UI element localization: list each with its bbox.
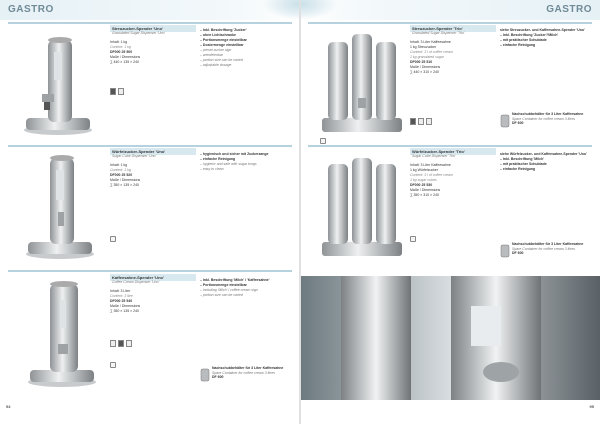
container-label: Nachschubbehälter für 3 Liter Kaffeesahne xyxy=(212,366,284,370)
feature-line: – ohne Lichtschranke xyxy=(200,33,236,37)
product-subtitle: Coffee Cream Dispenser 'Uno' xyxy=(112,280,160,284)
feature-line: – adjustable dosage xyxy=(200,63,232,67)
feature-line: – einfache Reinigung xyxy=(500,43,536,47)
section-divider xyxy=(8,270,292,272)
feature-icons xyxy=(110,88,124,95)
spec-line: Content: 3 l of coffee cream xyxy=(410,173,453,177)
spec-line: Inhalt: 3 Liter xyxy=(110,289,131,293)
product-image-wuerfelzucker-uno xyxy=(20,152,100,262)
spare-container-image xyxy=(500,244,510,258)
product-image-wuerfelzucker-trio xyxy=(318,152,406,262)
section-divider xyxy=(8,145,292,147)
spec-dimensions: ∑ 440 × 135 × 240 xyxy=(110,60,139,64)
product-title: Würfelzucker-Spender 'Trio' xyxy=(410,148,496,155)
spec-line: Content: 1 kg xyxy=(110,168,131,172)
spec-line: Maße / Dimensions xyxy=(110,304,141,308)
left-header-title: GASTRO xyxy=(8,4,54,15)
right-header-title: GASTRO xyxy=(546,4,592,15)
product-subtitle: Granulated Sugar Dispenser 'Uno' xyxy=(112,31,166,35)
feature-line: – hygienic and safe with sugar tongs xyxy=(200,162,257,166)
product-code: DF000 25 540 xyxy=(110,299,133,303)
feature-icon xyxy=(110,88,116,95)
product-subtitle: Sugar Cube Dispenser 'Trio' xyxy=(412,154,456,158)
spec-line: Inhalt: 1 kg xyxy=(110,163,128,167)
product-spec-block xyxy=(110,289,190,314)
product-features xyxy=(200,28,292,68)
feature-line: – mit praktischer Schublade xyxy=(500,38,547,42)
product-image-streuzucker-trio xyxy=(318,28,406,138)
product-title: Kaffeesahne-Spender 'Uno' xyxy=(110,274,196,281)
product-title: Würfelzucker-Spender 'Uno' xyxy=(110,148,196,155)
product-features xyxy=(500,28,592,48)
feature-line: – Inkl. Beschriftung 'Milch' / 'Kaffeesahne' xyxy=(200,278,270,282)
product-title: Streuzucker-Spender 'Uno' xyxy=(110,25,196,32)
product-subtitle: Sugar Cube Dispenser 'Uno' xyxy=(112,154,157,158)
spec-line: 1 kg granulated sugar xyxy=(410,55,444,59)
spec-line: Maße / Dimensions xyxy=(410,188,441,192)
spec-line: 1 kg Würfelzucker xyxy=(410,168,439,172)
feature-line: – Inkl. Beschriftung 'Zucker' xyxy=(200,28,247,32)
product-image-kaffeesahne-uno xyxy=(22,278,102,390)
product-features xyxy=(200,152,292,172)
product-spec-block xyxy=(110,40,190,65)
page-number-left: 94 xyxy=(6,404,11,409)
product-code: DF000 25 520 xyxy=(110,173,133,177)
feature-icon xyxy=(410,118,416,125)
spare-container-text xyxy=(512,112,592,126)
spec-line: Inhalt: 3 Liter Kaffeesahne xyxy=(410,163,451,167)
container-label: Spare Container for coffee cream 3 litres xyxy=(212,370,276,375)
product-code: DF000 25 530 xyxy=(410,183,433,187)
spec-dimensions: ∑ 350 × 310 × 240 xyxy=(410,193,439,197)
feature-line: – einfache Reinigung xyxy=(500,167,536,171)
spec-dimensions: ∑ 440 × 310 × 240 xyxy=(410,70,439,74)
feature-line: – einfache Reinigung xyxy=(200,157,236,161)
feature-line: – portion size can be varied xyxy=(200,58,243,62)
product-subtitle: Granulated Sugar Dispenser 'Trio' xyxy=(412,31,465,35)
container-code: DF 600 xyxy=(512,121,524,125)
spec-line: Inhalt: 3 Liter Kaffeesahne xyxy=(410,40,451,44)
spec-dimensions: ∑ 350 × 135 × 240 xyxy=(110,183,139,187)
feature-line: – preset zucker sign xyxy=(200,48,232,52)
feature-icon xyxy=(418,118,424,125)
feature-icon xyxy=(110,340,116,347)
feature-line: – portion size can be varied xyxy=(200,293,243,297)
spare-container-image xyxy=(200,368,210,382)
section-divider xyxy=(308,22,592,24)
feature-line: – Inkl. Beschriftung 'Zucker'/'Milch' xyxy=(500,33,559,37)
feature-line: – Dosiermenge einstellbar xyxy=(200,43,244,47)
gear-icon xyxy=(110,236,116,242)
feature-line: – including 'Milch' / coffee cream sign xyxy=(200,288,258,292)
gear-icon xyxy=(320,138,326,144)
container-label: Spare Container for coffee cream 3 litres xyxy=(512,246,576,251)
product-title: Streuzucker-Spender 'Trio' xyxy=(410,25,496,32)
container-code: DF 600 xyxy=(212,375,224,379)
spec-line: Content: 3 l of coffee cream xyxy=(410,50,453,54)
product-spec-block xyxy=(410,163,496,198)
product-spec-block xyxy=(410,40,496,75)
feature-line: – hygienisch und sicher mit Zuckerzange xyxy=(200,152,269,156)
feature-line: – Portionsmenge einstellbar xyxy=(200,38,247,42)
spare-container-text xyxy=(212,366,292,380)
feature-line: siehe Würfelzucker- und Kaffeesahne-Spender 'Uno' xyxy=(500,152,587,156)
feature-line: – Portionsmenge einstellbar xyxy=(200,283,247,287)
container-code: DF 600 xyxy=(512,251,524,255)
spec-line: Content: 1 kg xyxy=(110,45,131,49)
feature-icons xyxy=(410,118,432,125)
gear-icon xyxy=(110,362,116,368)
spare-container-text xyxy=(512,242,592,256)
spec-line: Content: 3 litre xyxy=(110,294,133,298)
product-code: DF000 25 510 xyxy=(410,60,433,64)
coffee-cream-dispenser-photo xyxy=(301,276,600,400)
spec-line: 1 kg sugar cubes xyxy=(410,178,437,182)
feature-line: – mit praktischer Schublade xyxy=(500,162,547,166)
product-code: DF000 25 500 xyxy=(110,50,133,54)
page-number-right: 95 xyxy=(589,404,594,409)
gear-icon xyxy=(410,236,416,242)
feature-icons xyxy=(110,340,132,347)
spec-line: Inhalt: 1 kg xyxy=(110,40,128,44)
container-label: Nachschubbehälter für 3 Liter Kaffeesahne xyxy=(512,242,584,246)
feature-line: – easy to clean xyxy=(200,167,224,171)
feature-icon xyxy=(118,88,124,95)
feature-icon xyxy=(126,340,132,347)
container-label: Spare Container for coffee cream 3 litres xyxy=(512,116,576,121)
product-features xyxy=(200,278,292,298)
spec-line: 1 kg Streuzucker xyxy=(410,45,437,49)
section-divider xyxy=(308,145,592,147)
product-image-streuzucker-uno xyxy=(18,30,98,138)
spec-line: Maße / Dimensions xyxy=(110,55,141,59)
product-spec-block xyxy=(110,163,190,188)
spec-line: Maße / Dimensions xyxy=(410,65,441,69)
spec-dimensions: ∑ 350 × 135 × 240 xyxy=(110,309,139,313)
spare-container-image xyxy=(500,114,510,128)
section-divider xyxy=(8,22,292,24)
feature-line: siehe Streuzucker- und Kaffeesahne-Spender 'Uno' xyxy=(500,28,585,32)
product-features xyxy=(500,152,592,172)
spec-line: Maße / Dimensions xyxy=(110,178,141,182)
container-label: Nachschubbehälter für 3 Liter Kaffeesahne xyxy=(512,112,584,116)
feature-icon xyxy=(426,118,432,125)
feature-icon xyxy=(118,340,124,347)
feature-line: – wendelenbar xyxy=(200,53,223,57)
feature-line: – Inkl. Beschriftung 'Milch' xyxy=(500,157,545,161)
